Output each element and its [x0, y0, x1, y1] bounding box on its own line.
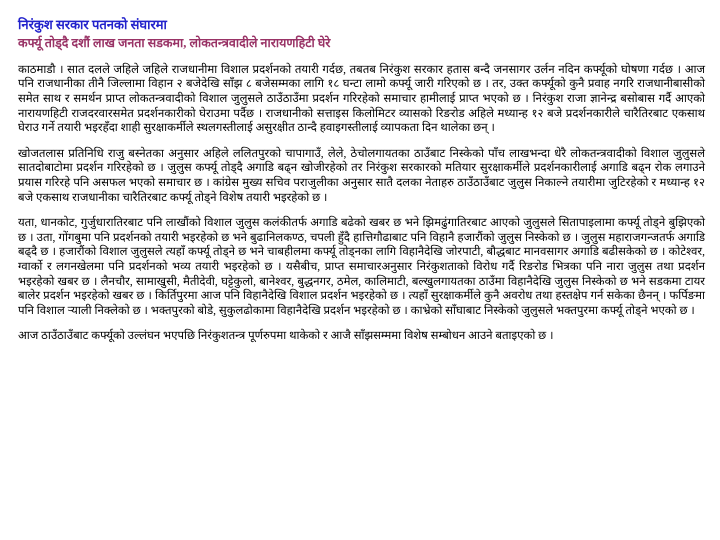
article-paragraph-3: यता, धानकोट, गुर्जुधारातिरबाट पनि लाखौंको विशाल जुलुस कलंकीतर्फ अगाडि बढेको खबर छ भने झिमढुंगातिरबाट आएको जुलुसले सितापाइलामा कर्फ्यू तोड्ने बुझिएको छ । उता, गोंगबुमा पनि प्रदर्शनको तयारी भइरहेको छ भने बुढानिलकण्ठ, चपली हुँदै हात्तिगौढाबाट पनि विहानै हजारौंको जुलुस निस्केको छ । जुलुस महाराजगन्जतर्फ अगाडि बढ्दै छ । हजारौंको विशाल जुलुसले त्यहाँ कर्फ्यू तोड्ने छ भने चाबहीलमा कर्फ्यू तोड्नका लागि विहानैदेखि जोरपाटी, बौद्धबाट मानवसागर अगाडि बढीसकेको छ । कोटेश्वर, ग्वार्को र लगनखेलमा पनि प्रदर्शनको भव्य तयारी भइरहेको छ । यसैबीच, प्राप्त समाचारअनुसार निरंकुशताको विरोध गर्दै रिङरोड भित्रका पनि नारा जुलुस तथा प्रदर्शन भइरहेको खबर छ । लैनचौर, सामाखुसी, मैतीदेवी, घट्टेकुलो, बानेश्वर, बुद्धनगर, ठमेल, कालिमाटी, बल्खुलगायतका ठाउँमा विहानैदेखि जुलुस निस्केको छ भने सडकमा टायर बालेर प्रदर्शन भइरहेको खबर छ । किर्तिपुरमा आज पनि विहानैदेखि विशाल प्रदर्शन भइरहेको छ । त्यहाँ सुरक्षाकर्मीले कुनै अवरोध तथा हस्तक्षेप गर्न सकेका छैनन् । फर्पिङमा पनि विशाल र्‍याली निक्लेको छ । भक्तपुरको बोडे, सुकुलढोकामा विहानैदेखि प्रदर्शन भइरहेको छ । काभ्रेको साँघाबाट निस्केको जुलुसले भक्तपुरमा कर्फ्यू तोड्ने भएको छ ।: [18, 217, 705, 317]
article-paragraph-2: खोजतलास प्रतिनिधि राजु बस्नेतका अनुसार अहिले ललितपुरको चापागाउँ, लेले, ठेचोलगायतका ठाउँबाट निस्केको पाँच लाखभन्दा धेरै लोकतन्त्रवादीको विशाल जुलुसले सातदोबाटोमा प्रदर्शन गरिरहेको छ । जुलुस कर्फ्यू तोड्दै अगाडि बढ्न खोजीरहेको तर निरंकुश सरकारको मतियार सुरक्षाकर्मीले प्रदर्शनकारीलाई अगाडि बढ्न रोक लगाउने प्रयास गरिरहे पनि असफल भएको समाचार छ । कांग्रेस मुख्य सचिव पराजुलीका अनुसार सातै दलका नेताहरु ठाउँठाउँबाट जुलुस निकाल्ने तयारीमा जुटिरहेको र मध्यान्ह १२ बजे एकसाथ राजधानीका चारैतिरबाट कर्फ्यू तोड्ने विशेष तयारी भइरहेको छ ।: [18, 147, 705, 204]
article-title: निरंकुश सरकार पतनको संघारमा: [18, 17, 167, 32]
article-body: [18, 63, 705, 344]
article-paragraph-1: काठमाडौ । सात दलले जहिले जहिले राजधानीमा विशाल प्रदर्शनको तयारी गर्दछ, तबतब निरंकुश सरकार हतास बन्दै जनसागर उर्लन नदिन कर्फ्यूको घोषणा गर्दछ । आज पनि राजधानीका तीनै जिल्लामा विहान २ बजेदेखि साँझ ८ बजेसम्मका लागि १८ घन्टा लामो कर्फ्यू जारी गरिएको छ । तर, उक्त कर्फ्यूको कुनै प्रवाह नगरि राजधानीबासीको समेत साथ र समर्थन प्राप्त लोकतन्त्रवादीको विशाल जुलुसले ठाउँठाउँमा प्रदर्शन गरिरहेको समाचार हामीलाई प्राप्त भएको छ । निरंकुश राजा ज्ञानेन्द्र बसोबास गर्दै आएको नारायणहिटी राजदरवारसमेत प्रदर्शनकारीको घेराउमा पर्दैछ । राजधानीको सत्ताइस किलोमिटर व्यासको रिङरोड अहिले मध्यान्ह १२ बजे प्रदर्शनकारीले चारैतिरबाट एकसाथ घेराउ गर्ने तयारी भइरहँदा शाही सुरक्षाकर्मीले स्थलगस्तीलाई असुरक्षीत ठान्दै हवाइगस्तीलाई व्यापकता दिन थालेका छन् ।: [18, 63, 705, 135]
article-paragraph-4: आज ठाउँठाउँबाट कर्फ्यूको उल्लंघन भएपछि निरंकुशतन्त्र पूर्णरुपमा थाकेको र आजै साँझसम्ममा विशेष सम्बोधन आउने बताइएको छ ।: [18, 330, 554, 343]
article-subtitle: कर्फ्यू तोड्दै दशौं लाख जनता सडकमा, लोकतन्त्रवादीले नारायणहिटी घेरे: [18, 36, 331, 51]
